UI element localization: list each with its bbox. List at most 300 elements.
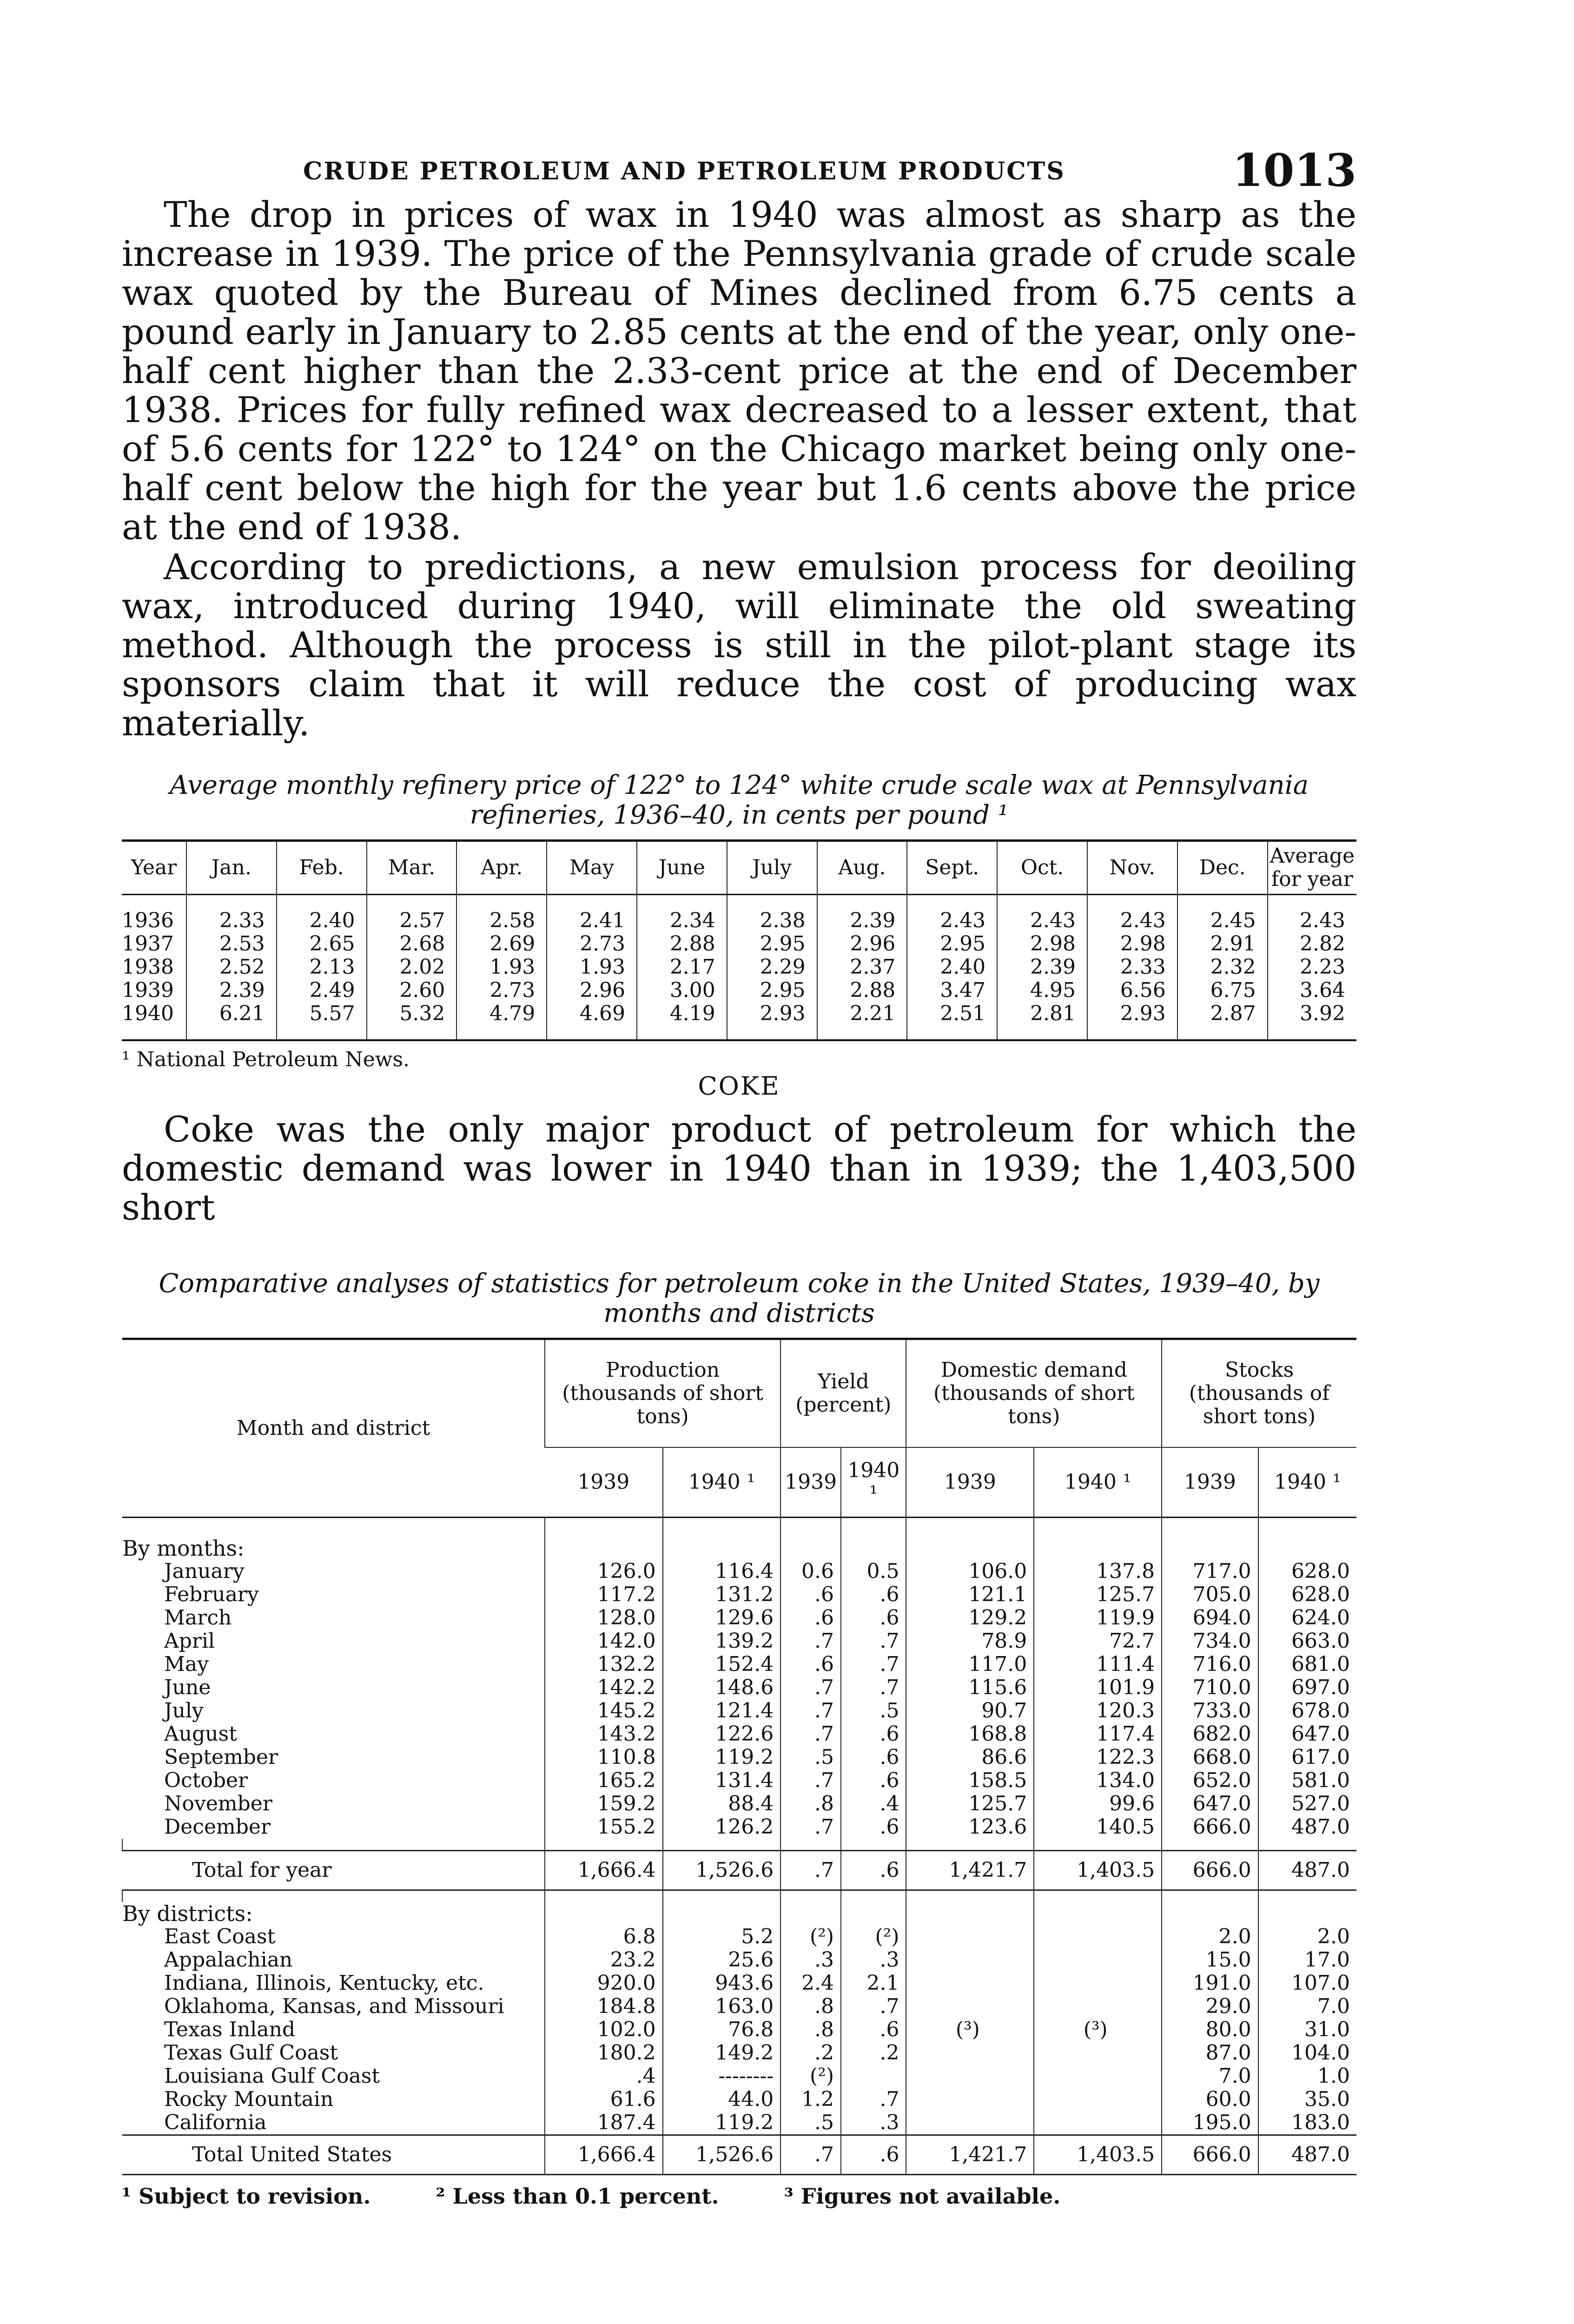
coke-value-cell: 129.6 xyxy=(663,1606,781,1630)
wax-price-cell: 4.69 xyxy=(547,1002,637,1040)
wax-price-cell: 2.68 xyxy=(367,932,457,956)
coke-value-cell: 7.0 xyxy=(1162,2065,1258,2088)
wax-price-cell: 2.41 xyxy=(547,895,637,933)
coke-year-demand-1939: 1939 xyxy=(906,1447,1034,1518)
coke-value-cell: 25.6 xyxy=(663,1948,781,1972)
coke-col-demand: Domestic demand (thousands of short tons) xyxy=(906,1339,1162,1448)
coke-value-cell: 148.6 xyxy=(663,1676,781,1699)
wax-price-cell: 2.37 xyxy=(817,956,907,979)
wax-year-cell: 1939 xyxy=(122,978,174,1002)
wax-price-cell: 2.43 xyxy=(997,895,1087,933)
coke-districts-label-row xyxy=(122,1902,1356,1925)
coke-value-cell: 628.0 xyxy=(1258,1583,1356,1606)
coke-value-cell: .5 xyxy=(780,1746,841,1769)
coke-value-cell: 710.0 xyxy=(1162,1676,1258,1699)
coke-row-label: April xyxy=(164,1629,215,1653)
wax-price-cell: 2.45 xyxy=(1177,895,1268,933)
coke-year-stocks-1939: 1939 xyxy=(1162,1447,1258,1518)
coke-value-cell: 681.0 xyxy=(1258,1653,1356,1676)
coke-value-cell: .6 xyxy=(841,1851,906,1890)
coke-row-label: Oklahoma, Kansas, and Missouri xyxy=(164,1994,504,2018)
coke-value-cell: .7 xyxy=(780,1699,841,1723)
coke-value-cell: 117.2 xyxy=(545,1583,663,1606)
wax-price-cell: 2.96 xyxy=(817,932,907,956)
coke-value-cell: 142.0 xyxy=(545,1630,663,1653)
wax-price-cell: 5.32 xyxy=(367,1002,457,1040)
wax-price-cell: 2.21 xyxy=(817,1002,907,1040)
wax-price-cell: 3.92 xyxy=(1268,1002,1356,1040)
coke-row xyxy=(122,1792,1356,1816)
wax-price-cell: 2.95 xyxy=(907,932,997,956)
coke-value-cell: 125.7 xyxy=(1034,1583,1162,1606)
coke-value-cell: .3 xyxy=(841,2111,906,2135)
coke-value-cell: .8 xyxy=(780,1995,841,2018)
coke-value-cell: 527.0 xyxy=(1258,1792,1356,1816)
coke-footnote-2: ² Less than 0.1 percent. xyxy=(436,2184,719,2209)
coke-row-label: December xyxy=(164,1815,271,1839)
coke-value-cell: 99.6 xyxy=(1034,1792,1162,1816)
coke-value-cell: 117.4 xyxy=(1034,1723,1162,1746)
coke-value-cell: 60.0 xyxy=(1162,2088,1258,2111)
coke-gap-row xyxy=(122,1890,1356,1902)
page xyxy=(122,139,1356,2209)
wax-table-caption: Average monthly refinery price of 122° to 124° white crude scale wax at Pennsylvania refineries, 1936–40, in cents per pound ¹ xyxy=(169,770,1309,830)
wax-col-average: Average for year xyxy=(1268,841,1356,895)
coke-value-cell: 7.0 xyxy=(1258,1995,1356,2018)
wax-col-year: Year xyxy=(131,856,177,879)
coke-value-cell: 102.0 xyxy=(545,2018,663,2041)
coke-row-label: Texas Inland xyxy=(164,2018,296,2041)
coke-value-cell: (²) xyxy=(780,2065,841,2088)
wax-row xyxy=(122,895,1356,933)
coke-value-cell: .7 xyxy=(780,1769,841,1792)
coke-value-cell: 647.0 xyxy=(1258,1723,1356,1746)
coke-value-cell: 1.0 xyxy=(1258,2065,1356,2088)
coke-row xyxy=(122,1630,1356,1653)
coke-value-cell: 733.0 xyxy=(1162,1699,1258,1723)
coke-value-cell: 652.0 xyxy=(1162,1769,1258,1792)
coke-value-cell: 76.8 xyxy=(663,2018,781,2041)
coke-value-cell: (²) xyxy=(841,1925,906,1948)
coke-value-cell: .7 xyxy=(780,1851,841,1890)
wax-price-cell: 2.13 xyxy=(277,956,367,979)
coke-value-cell: .6 xyxy=(841,1723,906,1746)
wax-price-cell: 2.95 xyxy=(727,979,817,1002)
coke-section-title: COKE xyxy=(698,1071,780,1101)
paragraph-coke: Coke was the only major product of petroleum for which the domestic demand was lower in 1940 than in 1939; the 1,403,500 short xyxy=(122,1109,1356,1228)
coke-value-cell: .7 xyxy=(841,2088,906,2111)
coke-value-cell: 0.6 xyxy=(780,1560,841,1583)
coke-value-cell: .7 xyxy=(841,1653,906,1676)
wax-price-cell: 6.56 xyxy=(1087,979,1177,1002)
wax-year-cell: 1936 xyxy=(122,909,174,932)
wax-col-aug: Aug. xyxy=(817,841,907,895)
wax-col-sept: Sept. xyxy=(907,841,997,895)
coke-value-cell: .7 xyxy=(780,2135,841,2175)
coke-value-cell: 23.2 xyxy=(545,1948,663,1972)
coke-value-cell: .7 xyxy=(780,1630,841,1653)
coke-year-demand-1940: 1940 ¹ xyxy=(1034,1447,1162,1518)
coke-row-label: Louisiana Gulf Coast xyxy=(164,2064,380,2088)
coke-value-cell: 581.0 xyxy=(1258,1769,1356,1792)
coke-value-cell: 80.0 xyxy=(1162,2018,1258,2041)
wax-price-cell: 2.57 xyxy=(367,895,457,933)
coke-value-cell: -------- xyxy=(663,2065,781,2088)
coke-value-cell: 61.6 xyxy=(545,2088,663,2111)
page-header xyxy=(122,139,1356,195)
coke-value-cell: 663.0 xyxy=(1258,1630,1356,1653)
coke-row-label: March xyxy=(164,1606,232,1630)
coke-demand-not-available: (³) xyxy=(1034,1925,1162,2135)
wax-price-cell: 2.58 xyxy=(456,895,547,933)
coke-value-cell: .6 xyxy=(780,1606,841,1630)
wax-col-apr: Apr. xyxy=(456,841,547,895)
coke-value-cell: .8 xyxy=(780,2018,841,2041)
coke-value-cell: 121.1 xyxy=(906,1583,1034,1606)
coke-row xyxy=(122,1699,1356,1723)
coke-value-cell: 2.4 xyxy=(780,1972,841,1995)
coke-value-cell: .6 xyxy=(841,1769,906,1792)
coke-value-cell: 191.0 xyxy=(1162,1972,1258,1995)
coke-value-cell: 120.3 xyxy=(1034,1699,1162,1723)
wax-price-cell: 2.88 xyxy=(817,979,907,1002)
coke-value-cell: .2 xyxy=(780,2041,841,2065)
wax-price-cell: 2.17 xyxy=(637,956,727,979)
wax-price-cell: 2.98 xyxy=(1087,932,1177,956)
coke-value-cell: 5.2 xyxy=(663,1925,781,1948)
wax-price-cell: 2.40 xyxy=(277,895,367,933)
coke-spacer-row xyxy=(122,1518,1356,1537)
coke-months-label: By months: xyxy=(122,1536,245,1561)
coke-value-cell: 44.0 xyxy=(663,2088,781,2111)
wax-table-footnote: ¹ National Petroleum News. xyxy=(122,1048,410,1071)
coke-value-cell: 163.0 xyxy=(663,1995,781,2018)
wax-price-cell: 2.82 xyxy=(1268,932,1356,956)
coke-value-cell: .7 xyxy=(780,1676,841,1699)
coke-value-cell: 647.0 xyxy=(1162,1792,1258,1816)
coke-value-cell: 119.2 xyxy=(663,2111,781,2135)
coke-year-yield-1939: 1939 xyxy=(780,1447,841,1518)
wax-price-cell: 1.93 xyxy=(547,956,637,979)
coke-table-caption: Comparative analyses of statistics for petroleum coke in the United States, 1939–40, by months and districts xyxy=(159,1268,1320,1328)
wax-price-cell: 2.87 xyxy=(1177,1002,1268,1040)
wax-price-cell: 2.69 xyxy=(456,932,547,956)
coke-value-cell: 668.0 xyxy=(1162,1746,1258,1769)
coke-value-cell: 29.0 xyxy=(1162,1995,1258,2018)
wax-price-cell: 4.19 xyxy=(637,1002,727,1040)
coke-row xyxy=(122,1851,1356,1890)
coke-value-cell: 31.0 xyxy=(1258,2018,1356,2041)
coke-value-cell: 88.4 xyxy=(663,1792,781,1816)
paragraph-wax-prices: The drop in prices of wax in 1940 was almost as sharp as the increase in 1939. The price of the Pennsylvania grade of crude scale wax quoted by the Bureau of Mines declined from 6.75 cents a pound early in January to 2.85 cents at the end of the year, only one-half cent higher than the 2.33-cent price at the end of December 1938. Prices for fully refined wax decreased to a lesser extent, that of 5.6 cents for 122° to 124° on the Chicago market being only one-half cent below the high for the year but 1.6 cents above the price at the end of 1938. xyxy=(122,194,1356,548)
wax-price-cell: 2.39 xyxy=(186,979,277,1002)
coke-value-cell: 2.0 xyxy=(1258,1925,1356,1948)
wax-price-cell: 4.79 xyxy=(456,1002,547,1040)
wax-row xyxy=(122,979,1356,1002)
coke-value-cell: 1,526.6 xyxy=(663,2135,781,2175)
wax-price-cell: 2.60 xyxy=(367,979,457,1002)
coke-footnote-1: ¹ Subject to revision. xyxy=(122,2184,371,2209)
wax-col-oct: Oct. xyxy=(997,841,1087,895)
coke-row-label: July xyxy=(164,1699,204,1723)
coke-value-cell: 666.0 xyxy=(1162,1816,1258,1839)
paragraph-emulsion-process: According to predictions, a new emulsion process for deoiling wax, introduced during 1940, will eliminate the old sweating method. Although the process is still in the pilot-plant stage its sponsors claim that it will reduce the cost of producing wax materially. xyxy=(122,546,1356,744)
coke-row-label: Total United States xyxy=(122,2135,545,2175)
coke-value-cell: 487.0 xyxy=(1258,1851,1356,1890)
coke-value-cell: 617.0 xyxy=(1258,1746,1356,1769)
coke-value-cell: 86.6 xyxy=(906,1746,1034,1769)
coke-value-cell: 920.0 xyxy=(545,1972,663,1995)
coke-gap-row xyxy=(122,1839,1356,1851)
coke-value-cell: 1,403.5 xyxy=(1034,2135,1162,2175)
wax-price-cell: 3.47 xyxy=(907,979,997,1002)
coke-value-cell: 159.2 xyxy=(545,1792,663,1816)
wax-col-dec: Dec. xyxy=(1177,841,1268,895)
wax-header-row xyxy=(122,841,1356,895)
coke-district-row xyxy=(122,1948,1356,1972)
coke-district-row xyxy=(122,1972,1356,1995)
coke-value-cell: 119.9 xyxy=(1034,1606,1162,1630)
coke-row xyxy=(122,1769,1356,1792)
coke-value-cell: .7 xyxy=(841,1995,906,2018)
coke-value-cell: 152.4 xyxy=(663,1653,781,1676)
coke-row-label: East Coast xyxy=(164,1925,276,1948)
coke-value-cell: 184.8 xyxy=(545,1995,663,2018)
wax-price-cell: 2.23 xyxy=(1268,956,1356,979)
wax-price-cell: 2.88 xyxy=(637,932,727,956)
coke-demand-not-available: (³) xyxy=(906,1925,1034,2135)
coke-value-cell: 1,666.4 xyxy=(545,2135,663,2175)
coke-value-cell: 666.0 xyxy=(1162,1851,1258,1890)
coke-year-stocks-1940: 1940 ¹ xyxy=(1258,1447,1356,1518)
wax-col-nov: Nov. xyxy=(1087,841,1177,895)
coke-value-cell: 122.6 xyxy=(663,1723,781,1746)
wax-price-cell: 2.33 xyxy=(1087,956,1177,979)
coke-value-cell: 155.2 xyxy=(545,1816,663,1839)
coke-value-cell: 678.0 xyxy=(1258,1699,1356,1723)
coke-statistics-table xyxy=(122,1338,1356,2175)
coke-value-cell: 1,421.7 xyxy=(906,2135,1034,2175)
coke-row xyxy=(122,1746,1356,1769)
wax-price-cell: 2.43 xyxy=(1087,895,1177,933)
coke-value-cell: 117.0 xyxy=(906,1653,1034,1676)
wax-price-cell: 2.65 xyxy=(277,932,367,956)
wax-price-cell: 2.93 xyxy=(1087,1002,1177,1040)
coke-value-cell: .7 xyxy=(780,1816,841,1839)
wax-price-cell: 2.81 xyxy=(997,1002,1087,1040)
wax-price-cell: 2.29 xyxy=(727,956,817,979)
coke-value-cell: 2.1 xyxy=(841,1972,906,1995)
coke-value-cell: 6.8 xyxy=(545,1925,663,1948)
coke-value-cell: 180.2 xyxy=(545,2041,663,2065)
coke-value-cell: 123.6 xyxy=(906,1816,1034,1839)
wax-price-cell: 2.51 xyxy=(907,1002,997,1040)
wax-price-cell: 6.21 xyxy=(186,1002,277,1040)
coke-row-label: California xyxy=(164,2111,267,2134)
wax-price-cell: 2.73 xyxy=(547,932,637,956)
wax-price-cell: 2.98 xyxy=(997,932,1087,956)
coke-row xyxy=(122,1676,1356,1699)
coke-row-label: Texas Gulf Coast xyxy=(164,2041,338,2065)
coke-col-production: Production (thousands of short tons) xyxy=(545,1339,780,1448)
coke-value-cell: 134.0 xyxy=(1034,1769,1162,1792)
coke-value-cell: 15.0 xyxy=(1162,1948,1258,1972)
coke-year-yield-1940: 1940 ¹ xyxy=(841,1447,906,1518)
coke-value-cell: .7 xyxy=(841,1630,906,1653)
coke-row xyxy=(122,1723,1356,1746)
wax-price-cell: 2.40 xyxy=(907,956,997,979)
coke-value-cell: 0.5 xyxy=(841,1560,906,1583)
page-number: 1013 xyxy=(1232,144,1356,197)
wax-price-cell: 2.32 xyxy=(1177,956,1268,979)
wax-price-cell: 2.34 xyxy=(637,895,727,933)
coke-footnote-3: ³ Figures not available. xyxy=(784,2184,1061,2209)
coke-value-cell: 78.9 xyxy=(906,1630,1034,1653)
coke-value-cell: .2 xyxy=(841,2041,906,2065)
coke-value-cell: 72.7 xyxy=(1034,1630,1162,1653)
coke-value-cell: .7 xyxy=(841,1676,906,1699)
wax-price-cell: 4.95 xyxy=(997,979,1087,1002)
coke-value-cell: .6 xyxy=(841,2018,906,2041)
wax-year-cell: 1937 xyxy=(122,932,174,956)
coke-value-cell: 149.2 xyxy=(663,2041,781,2065)
wax-price-cell: 2.96 xyxy=(547,979,637,1002)
coke-value-cell: 142.2 xyxy=(545,1676,663,1699)
coke-value-cell: .6 xyxy=(841,1606,906,1630)
coke-district-row xyxy=(122,2065,1356,2088)
coke-district-row xyxy=(122,2041,1356,2065)
coke-value-cell: 137.8 xyxy=(1034,1560,1162,1583)
coke-district-row xyxy=(122,2111,1356,2135)
wax-row xyxy=(122,956,1356,979)
coke-value-cell: 110.8 xyxy=(545,1746,663,1769)
coke-row-label: February xyxy=(164,1583,259,1606)
wax-price-table xyxy=(122,839,1356,1041)
wax-col-jan: Jan. xyxy=(186,841,277,895)
coke-value-cell: 165.2 xyxy=(545,1769,663,1792)
coke-table-footnotes xyxy=(122,2184,1356,2209)
coke-row-label: Appalachian xyxy=(164,1948,293,1972)
coke-value-cell: 145.2 xyxy=(545,1699,663,1723)
coke-value-cell: 132.2 xyxy=(545,1653,663,1676)
coke-value-cell: 126.0 xyxy=(545,1560,663,1583)
coke-row-label: June xyxy=(164,1676,211,1699)
coke-value-cell: 1,421.7 xyxy=(906,1851,1034,1890)
coke-row xyxy=(122,2135,1356,2175)
coke-value-cell: 116.4 xyxy=(663,1560,781,1583)
coke-row xyxy=(122,1606,1356,1630)
coke-value-cell: 140.5 xyxy=(1034,1816,1162,1839)
wax-col-feb: Feb. xyxy=(277,841,367,895)
wax-price-cell: 2.39 xyxy=(817,895,907,933)
coke-value-cell: 666.0 xyxy=(1162,2135,1258,2175)
coke-value-cell: 104.0 xyxy=(1258,2041,1356,2065)
coke-row-label: August xyxy=(164,1722,237,1746)
coke-value-cell: 487.0 xyxy=(1258,1816,1356,1839)
coke-year-prod-1940: 1940 ¹ xyxy=(663,1447,781,1518)
coke-value-cell: 187.4 xyxy=(545,2111,663,2135)
coke-value-cell: 734.0 xyxy=(1162,1630,1258,1653)
wax-price-cell: 2.73 xyxy=(456,979,547,1002)
coke-row-label: November xyxy=(164,1792,272,1816)
coke-district-row xyxy=(122,1925,1356,1948)
wax-price-cell: 1.93 xyxy=(456,956,547,979)
coke-district-row xyxy=(122,2018,1356,2041)
wax-price-cell: 5.57 xyxy=(277,1002,367,1040)
wax-row xyxy=(122,1002,1356,1040)
coke-value-cell: 139.2 xyxy=(663,1630,781,1653)
wax-price-cell: 2.49 xyxy=(277,979,367,1002)
coke-value-cell: .6 xyxy=(780,1583,841,1606)
coke-value-cell: 168.8 xyxy=(906,1723,1034,1746)
running-title: CRUDE PETROLEUM AND PETROLEUM PRODUCTS xyxy=(303,157,1065,185)
wax-price-cell: 2.38 xyxy=(727,895,817,933)
coke-value-cell: .3 xyxy=(780,1948,841,1972)
coke-months-label-row xyxy=(122,1537,1356,1560)
coke-value-cell: 716.0 xyxy=(1162,1653,1258,1676)
coke-value-cell: 126.2 xyxy=(663,1816,781,1839)
coke-value-cell: .6 xyxy=(780,1653,841,1676)
coke-value-cell: 131.4 xyxy=(663,1769,781,1792)
coke-year-prod-1939: 1939 xyxy=(545,1447,663,1518)
coke-value-cell: 682.0 xyxy=(1162,1723,1258,1746)
coke-value-cell: .6 xyxy=(841,1583,906,1606)
wax-price-cell: 2.95 xyxy=(727,932,817,956)
coke-value-cell: 125.7 xyxy=(906,1792,1034,1816)
coke-value-cell: 17.0 xyxy=(1258,1948,1356,1972)
coke-value-cell: 1,526.6 xyxy=(663,1851,781,1890)
coke-value-cell: 106.0 xyxy=(906,1560,1034,1583)
coke-value-cell: .6 xyxy=(841,2135,906,2175)
coke-value-cell: .5 xyxy=(841,1699,906,1723)
wax-col-mar: Mar. xyxy=(367,841,457,895)
coke-districts-label: By districts: xyxy=(122,1901,253,1926)
wax-price-cell: 2.52 xyxy=(186,956,277,979)
coke-row-label: Indiana, Illinois, Kentucky, etc. xyxy=(164,1971,484,1995)
coke-row-label: January xyxy=(164,1559,245,1583)
coke-value-cell: 131.2 xyxy=(663,1583,781,1606)
coke-value-cell: 119.2 xyxy=(663,1746,781,1769)
coke-row-label: September xyxy=(164,1745,278,1769)
coke-value-cell: 2.0 xyxy=(1162,1925,1258,1948)
coke-value-cell: 717.0 xyxy=(1162,1560,1258,1583)
coke-value-cell: 35.0 xyxy=(1258,2088,1356,2111)
coke-value-cell: 122.3 xyxy=(1034,1746,1162,1769)
coke-value-cell: 943.6 xyxy=(663,1972,781,1995)
wax-price-cell: 3.64 xyxy=(1268,979,1356,1002)
coke-value-cell: 624.0 xyxy=(1258,1606,1356,1630)
coke-value-cell: 158.5 xyxy=(906,1769,1034,1792)
coke-value-cell: 111.4 xyxy=(1034,1653,1162,1676)
coke-value-cell: 1,403.5 xyxy=(1034,1851,1162,1890)
coke-value-cell: 121.4 xyxy=(663,1699,781,1723)
coke-value-cell: 143.2 xyxy=(545,1723,663,1746)
coke-value-cell: 115.6 xyxy=(906,1676,1034,1699)
coke-value-cell: 183.0 xyxy=(1258,2111,1356,2135)
wax-price-cell: 2.33 xyxy=(186,895,277,933)
coke-district-row xyxy=(122,1995,1356,2018)
coke-value-cell: 1,666.4 xyxy=(545,1851,663,1890)
coke-row-label: May xyxy=(164,1652,209,1676)
coke-row-label: October xyxy=(164,1769,248,1792)
coke-value-cell: 487.0 xyxy=(1258,2135,1356,2175)
wax-col-may: May xyxy=(547,841,637,895)
coke-value-cell xyxy=(841,2065,906,2088)
coke-value-cell: 107.0 xyxy=(1258,1972,1356,1995)
coke-row-label: Rocky Mountain xyxy=(164,2087,334,2111)
coke-col-yield: Yield (percent) xyxy=(780,1339,906,1448)
coke-value-cell: .3 xyxy=(841,1948,906,1972)
